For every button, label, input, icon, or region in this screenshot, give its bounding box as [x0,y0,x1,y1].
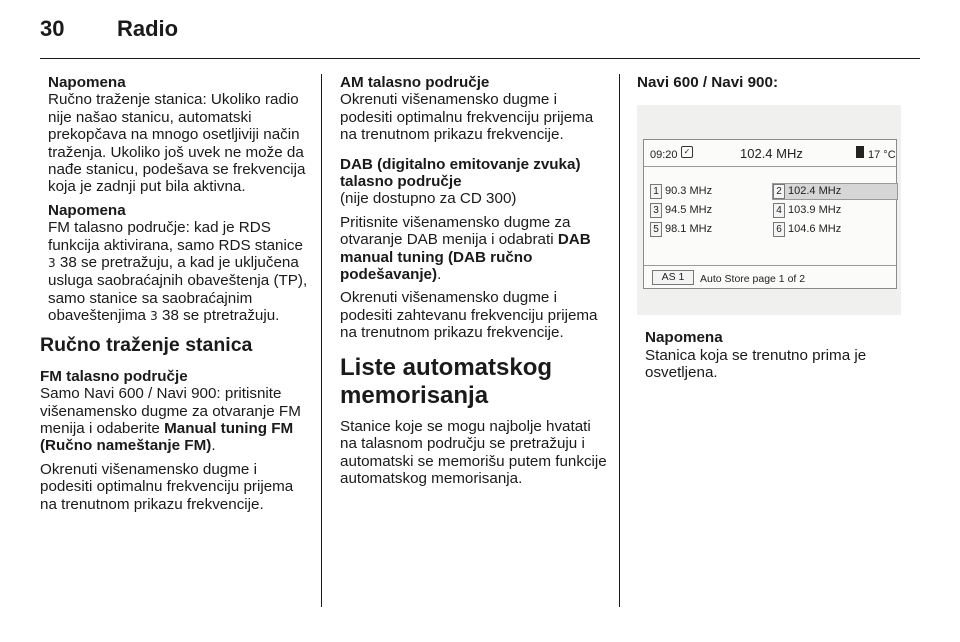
preset-number: 6 [773,222,785,237]
page-ref-arrow-icon: 3 [48,256,56,271]
menu-item-ref: Manual tuning FM (Ručno nameštanje FM) [40,419,294,455]
display-status-bar [644,140,896,167]
page-title: Radio [117,16,179,41]
page-ref-arrow-icon: 3 [150,309,158,324]
autostore-page-label: Auto Store page 1 of 2 [700,273,806,286]
note-box [40,74,310,196]
paragraph [340,214,610,284]
preset-number: 5 [650,222,662,237]
display-bottom-bar [644,265,896,288]
thermometer-icon [856,146,864,158]
note-text: Stanica koja se trenutno prima je osvetljena. [645,346,867,382]
note-box [40,202,310,326]
radio-display [643,139,897,289]
preset-button[interactable] [650,222,712,237]
preset-button[interactable] [773,222,841,237]
preset-frequency: 103.9 MHz [788,204,842,217]
preset-button[interactable] [650,184,712,199]
note-text: Ručno traženje stanica: Ukoliko radio nije našao stanicu, automatski prekopčava na mnogo osetljiviji način traženja. Ukoliko još uvek ne može da nađe stanicu, podešava se frekvencija koja je zadnji put bila aktivna. [48,91,306,196]
preset-frequency: 104.6 MHz [788,223,842,236]
paragraph: Okrenuti višenamensko dugme i podesiti optimalnu frekvenciju prijema na trenutnom prikazu frekvencije. [340,91,594,144]
preset-button[interactable] [773,203,841,218]
subheading-dab: DAB (digitalno emitovanje zvuka) talasno područje [340,155,581,191]
page-number: 30 [40,16,65,41]
paragraph: Stanice koje se mogu najbolje hvatati na talasnom području se pretražuju i automatski se memorišu putem funkcije automatskog memorisanja. [340,417,607,487]
preset-number: 1 [650,184,662,199]
section-heading: Ručno traženje stanica [40,333,253,356]
preset-frequency: 90.3 MHz [665,185,713,198]
autostore-button[interactable]: AS 1 [652,270,694,285]
subheading-am: AM talasno područje [340,74,490,91]
figure-caption: Navi 600 / Navi 900: [637,74,778,91]
temperature: 17 °C [868,149,896,162]
note-text [48,219,310,325]
preset-frequency: 98.1 MHz [665,223,713,236]
note-text-part: 38 se ptretražuju. [162,307,280,325]
column-3 [637,74,922,388]
preset-number: 4 [773,203,785,218]
current-frequency: 102.4 MHz [740,146,803,162]
note-box [637,329,922,381]
clock-time: 09:20 [650,149,678,162]
preset-button[interactable] [650,203,712,218]
preset-frequency: 102.4 MHz [788,185,842,198]
column-divider [321,74,322,607]
preset-button-selected[interactable] [772,183,898,200]
text: . [211,437,216,455]
header-divider [40,58,920,59]
text: Samo Navi 600 / Navi 900: pritisnite višenamensko dugme za otvaranje FM menija i odaberite [40,385,301,437]
note-heading: Napomena [645,329,723,347]
sync-icon: ✓ [681,146,693,158]
column-1 [40,74,310,519]
paragraph: (nije dostupno za CD 300) [340,190,517,208]
preset-number: 3 [650,203,662,218]
note-heading: Napomena [48,74,126,91]
menu-item-ref: DAB manual tuning (DAB ručno podešavanje) [340,231,591,284]
paragraph: Okrenuti višenamensko dugme i podesiti zahtevanu frekvenciju prijema na trenutnom prikazu frekvencije. [340,289,598,342]
preset-number: 2 [773,184,785,199]
text: Pritisnite višenamensko dugme za otvaranje DAB menija i odabrati [340,213,571,249]
note-text-part: FM talasno područje: kad je RDS funkcija aktivirana, samo RDS stanice [48,219,303,254]
preset-frequency: 94.5 MHz [665,204,713,217]
section-heading-large: Liste automatskog memorisanja [340,353,553,409]
paragraph [40,385,310,455]
radio-screen-figure [637,105,901,315]
column-divider [619,74,620,607]
text: . [437,266,442,284]
note-text-part: 38 se pretražuju, a kad je uključena usluga saobraćajnih obaveštenja (TP), samo stanice sa saobraćajnim obaveštenjima [48,254,308,325]
column-2 [340,74,610,493]
paragraph: Okrenuti višenamensko dugme i podesiti optimalnu frekvenciju prijema na trenutnom prikazu frekvencije. [40,460,294,513]
subheading-fm: FM talasno područje [40,367,188,385]
note-heading: Napomena [48,201,126,219]
